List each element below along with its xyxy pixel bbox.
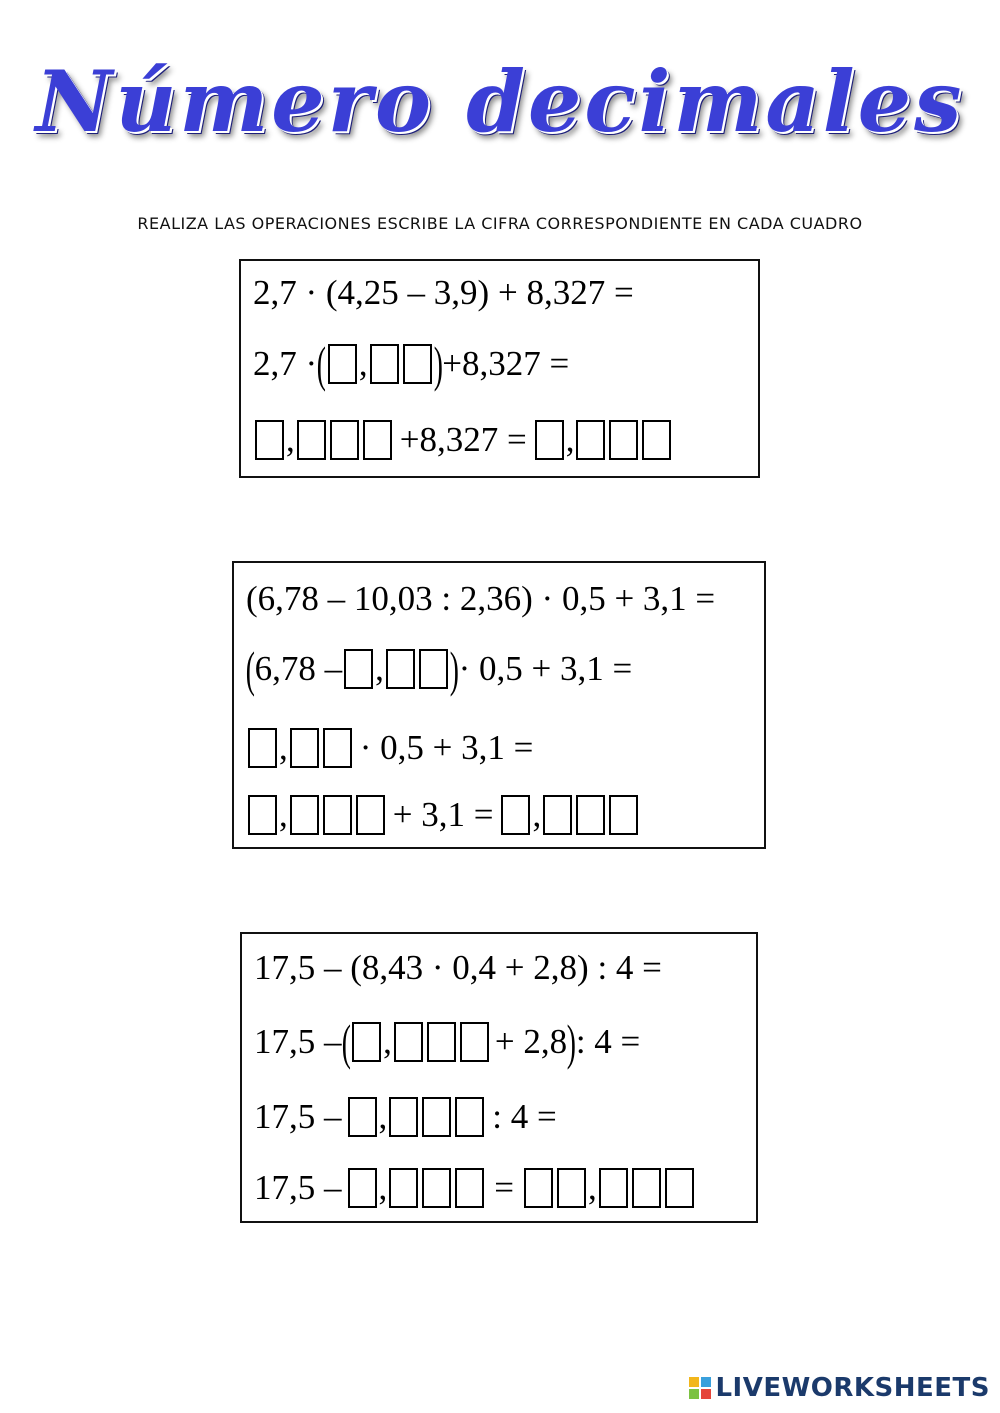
expression-text: + 2,8 (494, 1022, 568, 1061)
close-paren: ) (433, 336, 443, 392)
decimal-comma: , (375, 649, 384, 688)
exercise-3-line-1 (254, 942, 662, 994)
answer-box[interactable] (363, 420, 392, 460)
decimal-comma: , (565, 420, 575, 459)
answer-box[interactable] (455, 1097, 484, 1137)
logo-icon (689, 1377, 711, 1399)
exercise-2-line-1 (246, 573, 715, 625)
answer-box[interactable] (352, 1022, 381, 1062)
answer-box[interactable] (576, 420, 605, 460)
expression-text: = (494, 1168, 514, 1207)
decimal-comma: , (286, 420, 295, 459)
answer-box[interactable] (290, 728, 319, 768)
decimal-comma: , (383, 1022, 392, 1061)
answer-box[interactable] (535, 420, 564, 460)
answer-box[interactable] (394, 1022, 423, 1062)
answer-box[interactable] (501, 795, 530, 835)
answer-box[interactable] (389, 1097, 418, 1137)
answer-box[interactable] (344, 649, 373, 689)
answer-box[interactable] (427, 1022, 456, 1062)
answer-box[interactable] (422, 1097, 451, 1137)
exercise-2-line-3 (246, 722, 533, 774)
answer-box[interactable] (609, 795, 638, 835)
expression-text: : 4 = (492, 1097, 557, 1136)
answer-box[interactable] (323, 795, 352, 835)
liveworksheets-logo (689, 1373, 990, 1403)
answer-box[interactable] (290, 795, 319, 835)
answer-box[interactable] (557, 1168, 586, 1208)
exercise-3-line-3 (254, 1091, 557, 1143)
open-paren: ( (341, 1014, 351, 1070)
answer-box[interactable] (330, 420, 359, 460)
expression-text: · 0,5 + 3,1 = (458, 649, 633, 688)
answer-box[interactable] (386, 649, 415, 689)
answer-box[interactable] (248, 795, 277, 835)
exercise-1-box (239, 259, 760, 478)
expression-text: 6,78 – (254, 649, 343, 688)
exercise-1-line-2 (253, 338, 569, 390)
answer-box[interactable] (524, 1168, 553, 1208)
answer-box[interactable] (403, 344, 432, 384)
exercise-3-line-2 (254, 1016, 640, 1068)
exercise-3-line-4 (254, 1162, 696, 1214)
exercise-2-box (232, 561, 766, 849)
logo-square (689, 1377, 699, 1387)
decimal-comma: , (532, 795, 542, 834)
expression-text: 17,5 – (254, 1097, 342, 1136)
open-paren: ( (316, 336, 327, 392)
exercise-2-line-2 (246, 643, 632, 695)
logo-square (701, 1389, 711, 1399)
decimal-comma: , (378, 1168, 388, 1207)
answer-box[interactable] (665, 1168, 694, 1208)
answer-box[interactable] (543, 795, 572, 835)
open-paren: ( (245, 641, 255, 697)
expression-text: 17,5 – (254, 1168, 342, 1207)
answer-box[interactable] (642, 420, 671, 460)
answer-box[interactable] (297, 420, 326, 460)
close-paren: ) (566, 1014, 577, 1070)
brand-name: LIVEWORKSHEETS (715, 1373, 990, 1403)
decimal-comma: , (378, 1097, 388, 1136)
answer-box[interactable] (632, 1168, 661, 1208)
answer-box[interactable] (422, 1168, 451, 1208)
expression-text: 17,5 – (254, 1022, 342, 1061)
expression-text: +8,327 = (399, 420, 527, 459)
answer-box[interactable] (419, 649, 448, 689)
answer-box[interactable] (609, 420, 638, 460)
instruction-text: REALIZA LAS OPERACIONES ESCRIBE LA CIFRA CORRESPONDIENTE EN CADA CUADRO (137, 214, 863, 233)
decimal-comma: , (588, 1168, 597, 1207)
close-paren: ) (449, 641, 459, 697)
answer-box[interactable] (348, 1168, 377, 1208)
expression-text: (6,78 – 10,03 : 2,36) · 0,5 + 3,1 = (246, 579, 716, 618)
logo-square (701, 1377, 711, 1387)
answer-box[interactable] (370, 344, 399, 384)
expression-text: +8,327 = (442, 344, 570, 383)
answer-box[interactable] (328, 344, 357, 384)
answer-box[interactable] (348, 1097, 377, 1137)
decimal-comma: , (279, 795, 288, 834)
answer-box[interactable] (356, 795, 385, 835)
decimal-comma: , (358, 344, 368, 383)
answer-box[interactable] (599, 1168, 628, 1208)
expression-text: : 4 = (575, 1022, 641, 1061)
expression-text: 2,7 · (253, 344, 318, 383)
answer-box[interactable] (455, 1168, 484, 1208)
exercise-1-line-3 (253, 414, 673, 466)
expression-text: 17,5 – (8,43 · 0,4 + 2,8) : 4 = (254, 948, 662, 987)
answer-box[interactable] (389, 1168, 418, 1208)
expression-text: + 3,1 = (392, 795, 494, 834)
exercise-2-line-4 (246, 789, 640, 841)
exercise-1-line-1 (253, 267, 634, 319)
exercise-3-box (240, 932, 758, 1223)
answer-box[interactable] (248, 728, 277, 768)
expression-text: 2,7 · (4,25 – 3,9) + 8,327 = (253, 273, 634, 312)
answer-box[interactable] (323, 728, 352, 768)
decimal-comma: , (279, 728, 288, 767)
answer-box[interactable] (460, 1022, 489, 1062)
logo-square (689, 1389, 699, 1399)
answer-box[interactable] (576, 795, 605, 835)
page-title: Número decimales (35, 52, 965, 151)
answer-box[interactable] (255, 420, 284, 460)
expression-text: · 0,5 + 3,1 = (359, 728, 534, 767)
